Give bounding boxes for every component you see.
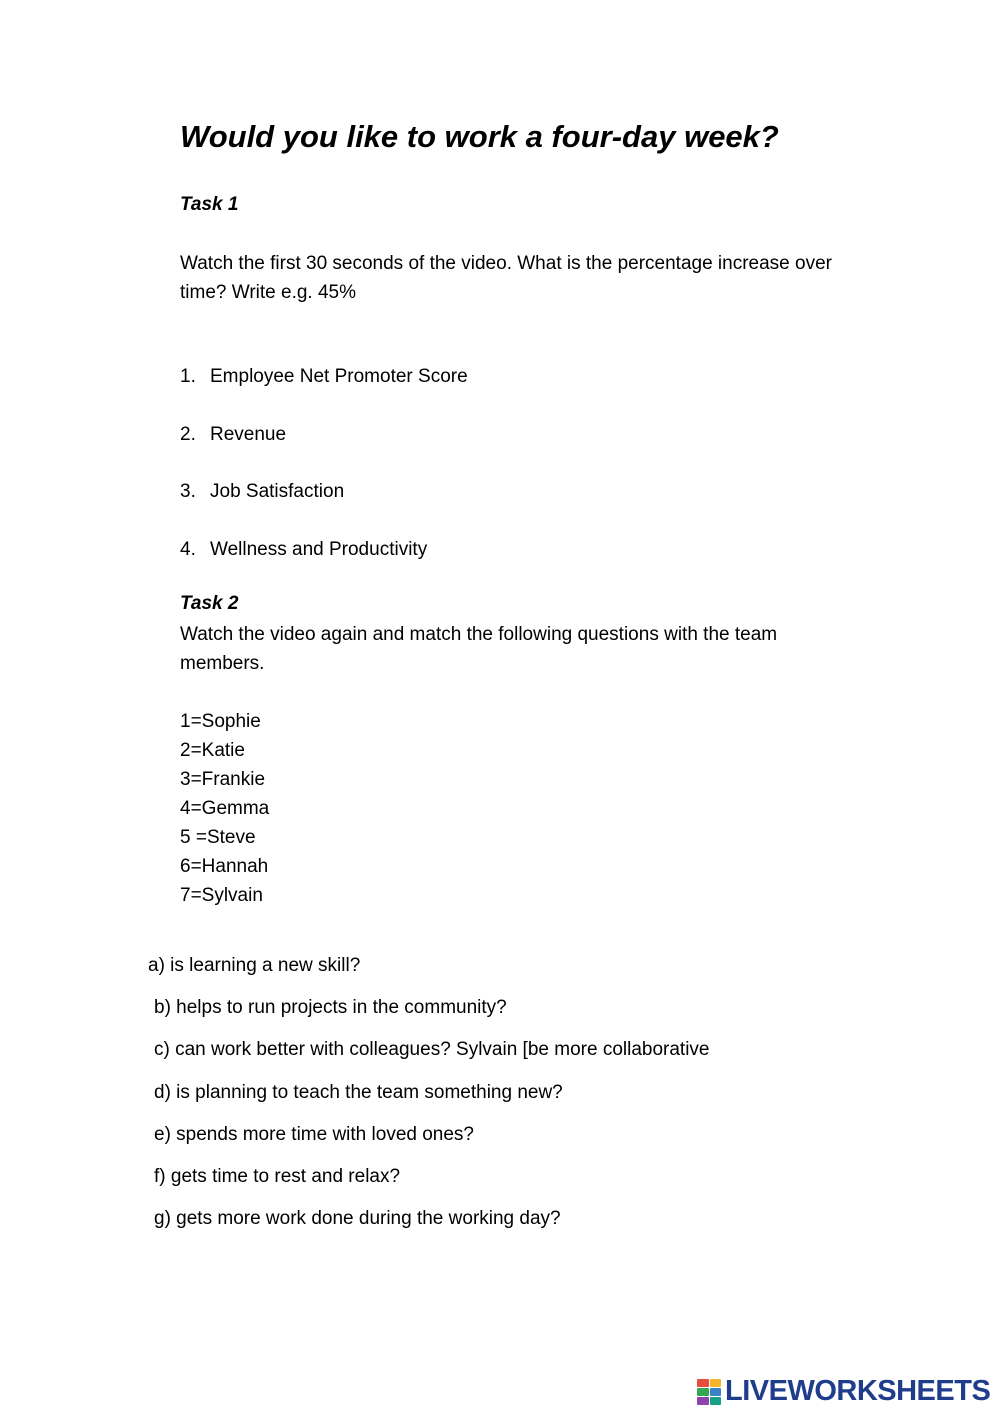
logo-block — [697, 1379, 709, 1387]
item-label: Job Satisfaction — [210, 481, 345, 502]
task2-heading: Task 2 — [180, 593, 239, 614]
logo-block — [710, 1379, 722, 1387]
team-member: 2=Katie — [180, 740, 245, 761]
brand-name: LIVEWORKSHEETS — [725, 1375, 991, 1407]
logo-block — [697, 1397, 709, 1405]
list-item — [180, 362, 468, 420]
task1-list — [180, 362, 468, 592]
team-member-list — [180, 707, 269, 910]
item-number: 3. — [180, 481, 196, 502]
team-member: 4=Gemma — [180, 798, 270, 819]
logo-block — [710, 1397, 722, 1405]
list-item — [180, 535, 468, 593]
question-list — [148, 951, 710, 1246]
task1-instruction: Watch the first 30 seconds of the video. What is the percentage increase over time? Write e.g. 45% — [180, 253, 832, 303]
question-item: g) gets more work done during the working day? — [154, 1208, 561, 1230]
item-label: Employee Net Promoter Score — [210, 366, 468, 387]
task1-heading: Task 1 — [180, 194, 239, 215]
liveworksheets-logo-icon — [697, 1379, 721, 1405]
question-item: d) is planning to teach the team something new? — [154, 1081, 563, 1103]
liveworksheets-brand[interactable] — [697, 1377, 990, 1406]
team-member: 6=Hannah — [180, 856, 269, 877]
team-member: 3=Frankie — [180, 769, 266, 790]
item-number: 1. — [180, 366, 196, 387]
page-title: Would you like to work a four-day week? — [180, 119, 779, 154]
team-member: 7=Sylvain — [180, 885, 263, 906]
team-member: 1=Sophie — [180, 711, 261, 732]
item-label: Revenue — [210, 423, 287, 445]
logo-block — [710, 1388, 722, 1396]
list-item — [180, 477, 468, 535]
question-item: a) is learning a new skill? — [148, 955, 361, 976]
team-member: 5 =Steve — [180, 827, 256, 848]
task2-instruction: Watch the video again and match the following questions with the team members. — [180, 624, 778, 674]
logo-block — [697, 1388, 709, 1396]
question-item: b) helps to run projects in the community? — [154, 997, 507, 1019]
item-number: 4. — [180, 538, 196, 560]
question-item: e) spends more time with loved ones? — [154, 1123, 474, 1145]
list-item — [180, 420, 468, 478]
question-item: c) can work better with colleagues? Sylvain [be more collaborative — [154, 1039, 710, 1061]
item-label: Wellness and Productivity — [210, 538, 428, 560]
question-item: f) gets time to rest and relax? — [154, 1165, 401, 1187]
item-number: 2. — [180, 423, 196, 445]
